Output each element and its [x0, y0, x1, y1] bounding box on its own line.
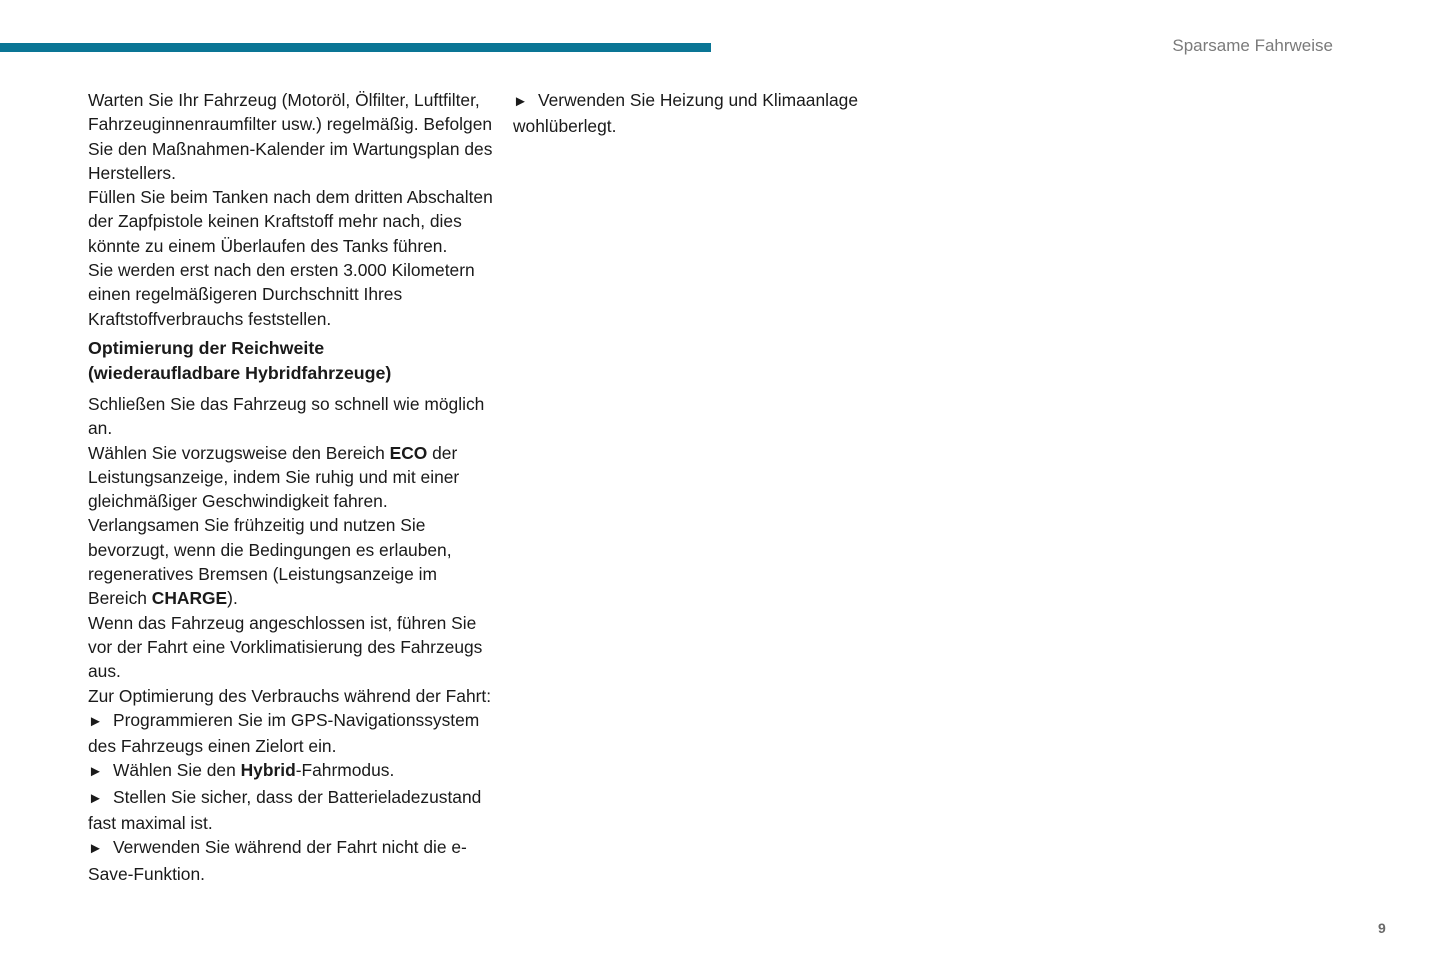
bullet-text: -Fahrmodus. — [295, 760, 395, 781]
bullet-item-heating-ac — [513, 88, 913, 139]
bullet-text: Verwenden Sie während der Fahrt nicht die e-Save-Funktion. — [88, 837, 467, 884]
paragraph-refuelling: Füllen Sie beim Tanken nach dem dritten Abschalten der Zapfpistole keinen Kraftstoff mehr nach, dies könnte zu einem Überlaufen des Tanks führen. — [88, 187, 493, 256]
bullet-text: Verwenden Sie Heizung und Klimaanlage wohlüberlegt. — [513, 90, 859, 137]
text-fragment: Verlangsamen Sie frühzeitig und nutzen Sie bevorzugt, wenn die Bedingungen es erlauben, regeneratives Bremsen (Leistungsanzeige im Bereich — [88, 515, 452, 609]
text-fragment: der Leistungsanzeige, indem Sie ruhig und mit einer gleichmäßiger Geschwindigkeit fahren. — [88, 442, 460, 512]
bullet-item-e-save — [88, 835, 493, 886]
right-column — [513, 88, 913, 139]
eco-label: ECO — [389, 442, 428, 463]
bullet-arrow-icon: ► — [88, 763, 103, 781]
bullet-item-hybrid-mode — [88, 758, 493, 784]
bullet-text: Wählen Sie den — [113, 760, 241, 781]
bullet-text: Stellen Sie sicher, dass der Batterieladezustand fast maximal ist. — [88, 786, 482, 834]
heading-line-2: (wiederaufladbare Hybridfahrzeuge) — [88, 362, 392, 383]
bullet-arrow-icon: ► — [88, 712, 103, 730]
bullet-item-battery-charge — [88, 785, 493, 836]
bullet-arrow-icon: ► — [88, 789, 103, 807]
text-fragment: ). — [227, 588, 238, 609]
left-column — [88, 88, 493, 886]
heading-line-1: Optimierung der Reichweite — [88, 337, 325, 358]
bullet-item-navigation — [88, 708, 493, 759]
paragraph-maintenance: Warten Sie Ihr Fahrzeug (Motoröl, Ölfilter, Luftfilter, Fahrzeuginnenraumfilter usw.) regelmäßig. Befolgen Sie den Maßnahmen-Kalender im Wartungsplan des Herstellers. — [88, 90, 493, 183]
hybrid-label: Hybrid — [240, 760, 296, 781]
paragraph-regenerative-braking — [88, 513, 493, 610]
paragraph-average-consumption: Sie werden erst nach den ersten 3.000 Kilometern einen regelmäßigeren Durchschnitt Ihres Kraftstoffverbrauchs feststellen. — [88, 260, 475, 329]
bullet-arrow-icon: ► — [513, 93, 528, 110]
paragraph-eco-zone — [88, 441, 493, 514]
paragraph-optimisation-intro: Zur Optimierung des Verbrauchs während der Fahrt: — [88, 685, 492, 706]
paragraph-connect-vehicle: Schließen Sie das Fahrzeug so schnell wie möglich an. — [88, 393, 485, 439]
page-number: 9 — [1378, 920, 1386, 936]
text-fragment: Wählen Sie vorzugsweise den Bereich — [88, 442, 390, 463]
paragraph-preconditioning: Wenn das Fahrzeug angeschlossen ist, führen Sie vor der Fahrt eine Vorklimatisierung des Fahrzeugs aus. — [88, 612, 483, 682]
section-heading — [88, 336, 493, 386]
charge-label: CHARGE — [151, 588, 228, 609]
header-accent-bar — [0, 43, 711, 52]
section-title: Sparsame Fahrweise — [1172, 36, 1333, 55]
bullet-arrow-icon: ► — [88, 840, 103, 858]
bullet-text: Programmieren Sie im GPS-Navigationssystem des Fahrzeugs einen Zielort ein. — [88, 709, 480, 757]
